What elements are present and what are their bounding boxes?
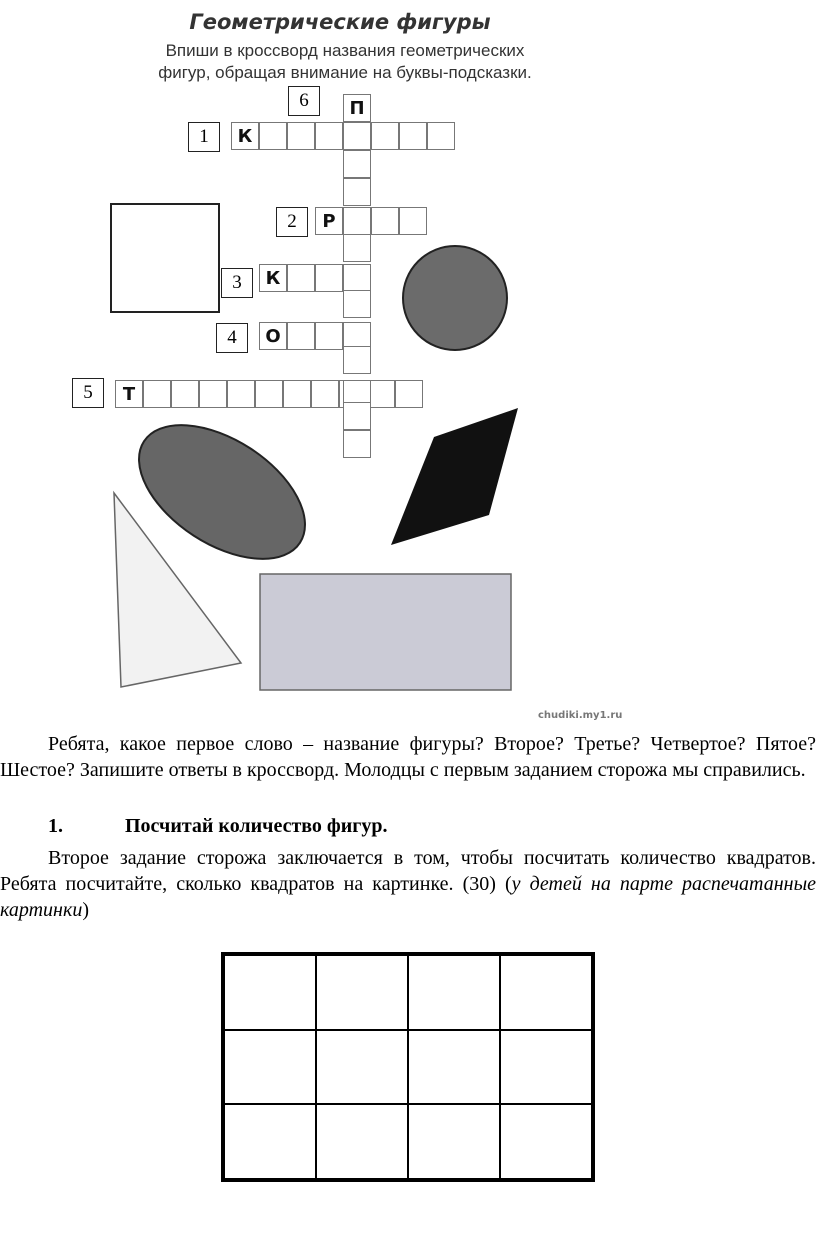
grid-square [500,1104,592,1179]
task-heading [48,815,388,838]
crossword-cell-column-6[interactable] [343,150,371,178]
crossword-cell-row-1[interactable] [427,122,455,150]
square-counting-grid [221,952,595,1182]
square-shape [111,204,219,312]
crossword-cell-row-5[interactable] [283,380,311,408]
crossword-cell-column-6[interactable] [343,402,371,430]
crossword-cell-row-3[interactable] [315,264,343,292]
crossword-cell-row-5[interactable] [311,380,339,408]
crossword-cell-row-4[interactable]: О [259,322,287,350]
grid-square [316,955,408,1030]
clue-number-6: 6 [288,86,320,116]
crossword-cell-row-5[interactable]: Т [115,380,143,408]
crossword-cell-row-4[interactable] [315,322,343,350]
grid-square [500,955,592,1030]
crossword-cell-row-2[interactable] [399,207,427,235]
clue-number-2: 2 [276,207,308,237]
crossword-cell-column-6[interactable] [343,178,371,206]
task-heading-text: Посчитай количество фигур. [125,815,388,837]
puzzle-title: Геометрические фигуры [189,10,491,34]
crossword-cell-row-1[interactable] [399,122,427,150]
grid-square [224,1104,316,1179]
grid-square [316,1104,408,1179]
grid-square [408,1030,500,1105]
instructions-line-2: фигур, обращая внимание на буквы-подсказки. [158,63,532,82]
rectangle-shape [260,574,511,690]
watermark: chudiki.my1.ru [538,710,623,721]
paragraph-2-text: Второе задание сторожа заключается в том, чтобы посчитать количество квадратов. Ребята посчитайте, сколько квадратов на картинке. (30) ( [0,847,816,895]
crossword-cell-row-1[interactable] [315,122,343,150]
crossword-cell-column-6[interactable] [343,346,371,374]
crossword-cell-row-2[interactable]: Р [315,207,343,235]
task-heading-number: 1. [48,815,63,837]
crossword-cell-row-2[interactable] [343,207,371,235]
crossword-cell-row-1[interactable] [287,122,315,150]
crossword-cell-column-6[interactable] [343,430,371,458]
crossword-cell-row-5[interactable] [143,380,171,408]
crossword-cell-column-6[interactable] [343,234,371,262]
crossword-cell-row-5[interactable] [199,380,227,408]
crossword-cell-row-5[interactable] [227,380,255,408]
crossword-cell-row-4[interactable] [287,322,315,350]
crossword-cell-row-1[interactable] [371,122,399,150]
grid-square [224,955,316,1030]
clue-number-4: 4 [216,323,248,353]
paragraph-1 [0,731,816,783]
clue-number-1: 1 [188,122,220,152]
crossword-cell-column-6[interactable] [343,290,371,318]
clue-number-5: 5 [72,378,104,408]
grid-square [500,1030,592,1105]
paragraph-1-text: Ребята, какое первое слово – название фигуры? Второе? Третье? Четвертое? Пятое? Шестое? Запишите ответы в кроссворд. Молодцы с первым заданием сторожа мы справились. [0,733,816,781]
crossword-cell-column-6[interactable]: П [343,94,371,122]
crossword-cell-row-3[interactable]: К [259,264,287,292]
instructions-line-1: Впиши в кроссворд названия геометрических [165,41,525,60]
crossword-cell-row-3[interactable] [287,264,315,292]
grid-square [316,1030,408,1105]
crossword-cell-row-5[interactable] [367,380,395,408]
crossword-cell-row-5[interactable] [395,380,423,408]
crossword-cell-row-1[interactable] [343,122,371,150]
grid-square [224,1030,316,1105]
circle-shape [403,246,507,350]
crossword-cell-row-1[interactable]: К [231,122,259,150]
rhombus-shape [391,408,518,545]
clue-number-3: 3 [221,268,253,298]
grid-square [408,955,500,1030]
crossword-cell-row-5[interactable] [255,380,283,408]
crossword-cell-row-2[interactable] [371,207,399,235]
paragraph-2-italic: у детей на парте распечатанные картинки [0,873,816,921]
crossword-cell-row-5[interactable] [171,380,199,408]
crossword-cell-row-1[interactable] [259,122,287,150]
grid-square [408,1104,500,1179]
crossword-cell-row-3[interactable] [343,264,371,292]
paragraph-2-end: ) [82,899,89,921]
paragraph-2 [0,845,816,923]
